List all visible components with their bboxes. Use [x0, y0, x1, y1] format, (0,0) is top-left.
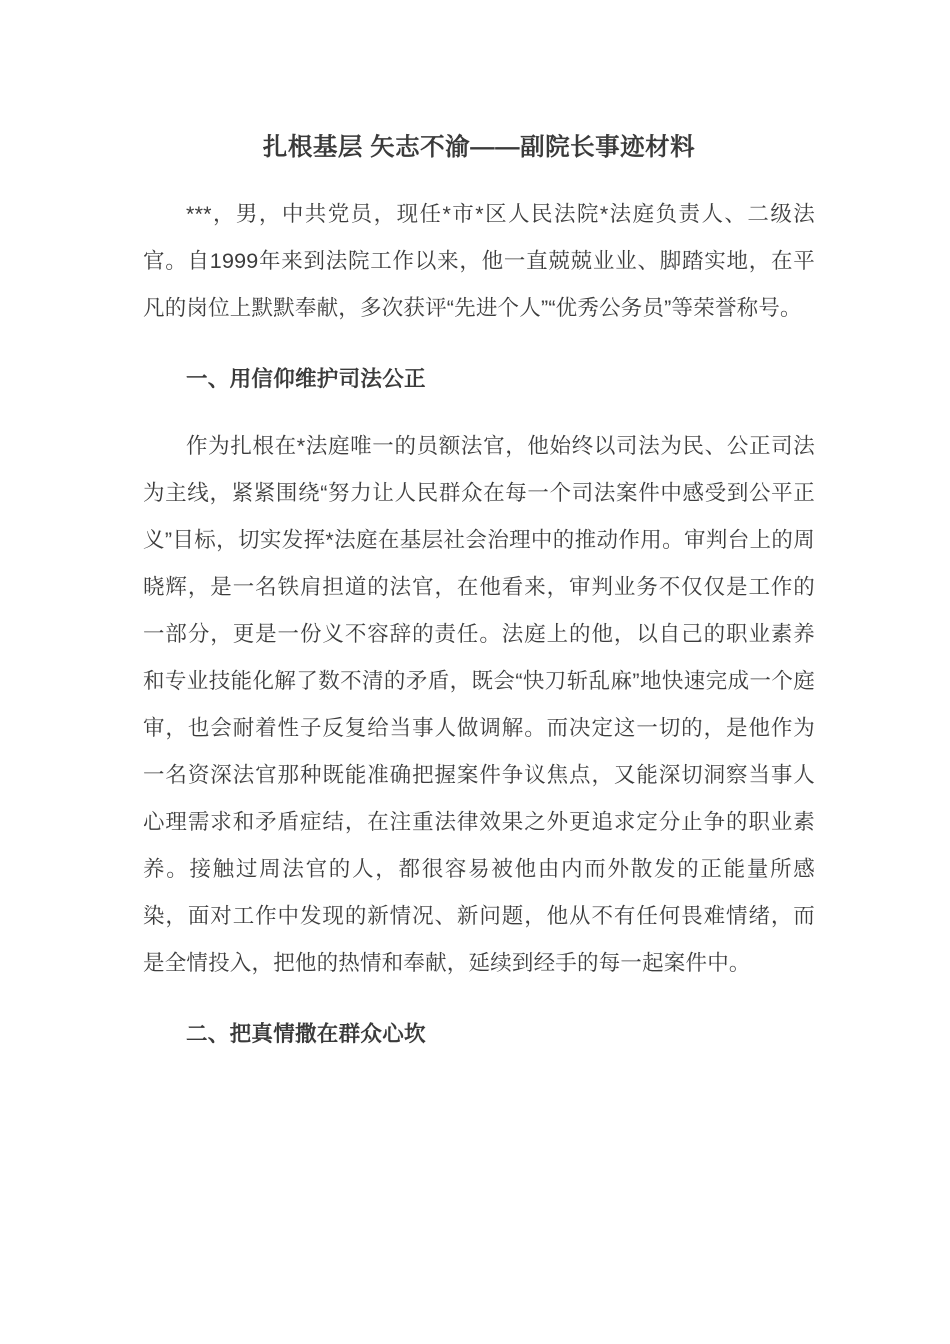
section-heading-2: 二、把真情撒在群众心坎 — [186, 1022, 426, 1046]
section-heading-1: 一、用信仰维护司法公正 — [186, 367, 426, 391]
spacer-body-heading2 — [143, 987, 815, 1011]
document-body — [143, 0, 815, 1058]
spacer-intro-heading1 — [143, 332, 815, 356]
spacer-heading1-body — [143, 403, 815, 423]
page-title: 扎根基层 矢志不渝——副院长事迹材料 — [262, 134, 696, 161]
intro-paragraph: ***，男，中共党员，现任*市*区人民法院*法庭负责人、二级法官。自1999年来到法院工作以来，他一直兢兢业业、脚踏实地，在平凡的岗位上默默奉献，多次获评“先进个人”“优秀公务员”等荣誉称号。 — [143, 202, 815, 320]
section-1-paragraph: 作为扎根在*法庭唯一的员额法官，他始终以司法为民、公正司法为主线，紧紧围绕“努力让人民群众在每一个司法案件中感受到公平正义”目标，切实发挥*法庭在基层社会治理中的推动作用。审判台上的周晓辉，是一名铁肩担道的法官，在他看来，审判业务不仅仅是工作的一部分，更是一份义不容辞的责任。法庭上的他，以自己的职业素养和专业技能化解了数不清的矛盾，既会“快刀斩乱麻”地快速完成一个庭审，也会耐着性子反复给当事人做调解。而决定这一切的，是他作为一名资深法官那种既能准确把握案件争议焦点，又能深切洞察当事人心理需求和矛盾症结，在注重法律效果之外更追求定分止争的职业素养。接触过周法官的人，都很容易被他由内而外散发的正能量所感染，面对工作中发现的新情况、新问题，他从不有任何畏难情绪，而是全情投入，把他的热情和奉献，延续到经手的每一起案件中。 — [143, 434, 815, 975]
spacer-title-intro — [143, 168, 815, 191]
